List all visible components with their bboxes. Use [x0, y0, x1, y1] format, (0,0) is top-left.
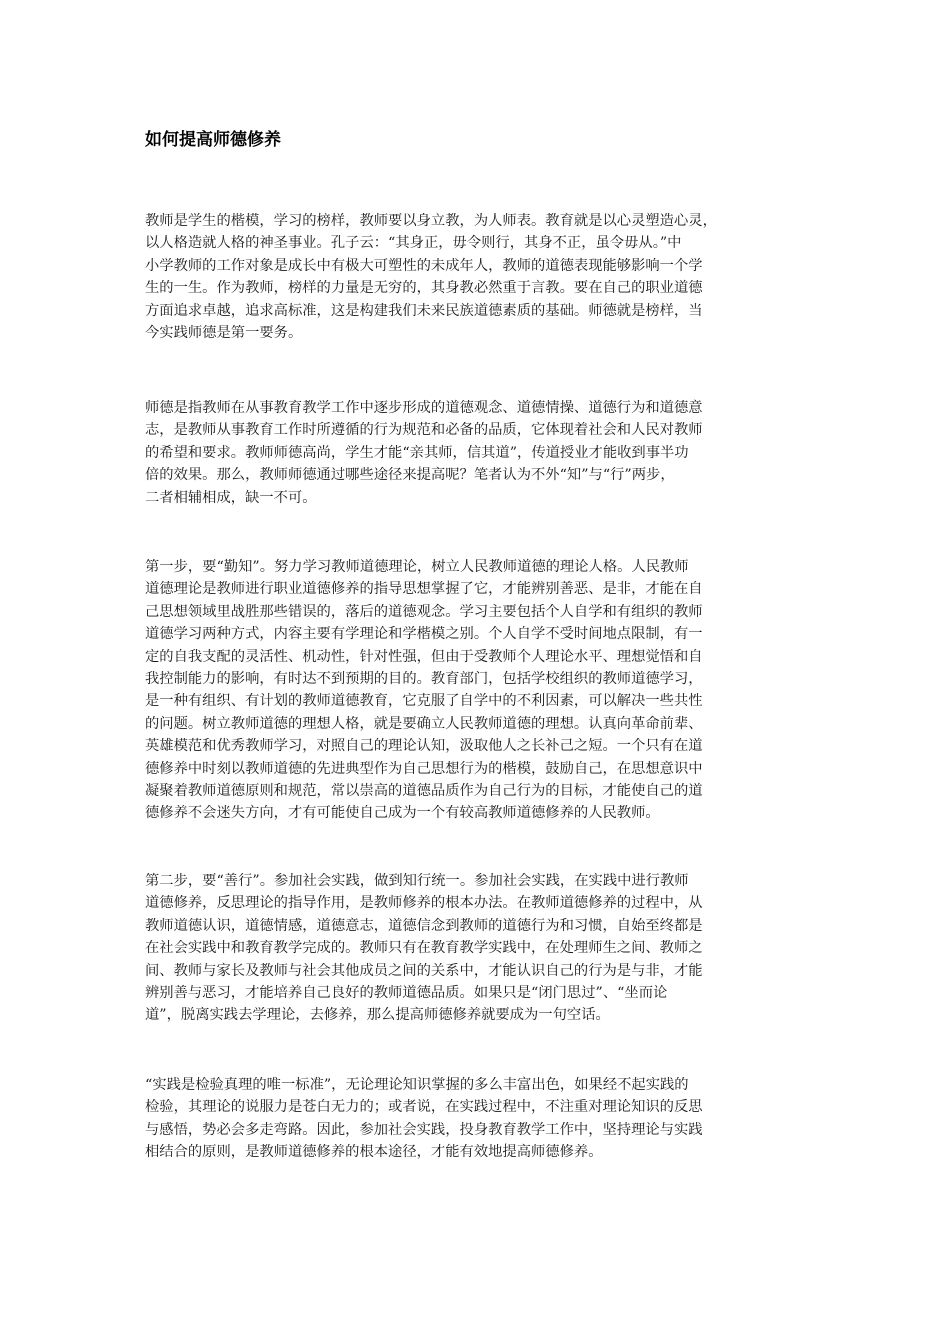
- text-line: 道”，脱离实践去学理论，去修养，那么提高师德修养就要成为一句空话。: [145, 1007, 610, 1024]
- text-line: 倍的效果。那么，教师师德通过哪些途径来提高呢？笔者认为不外“知”与“行”两步，: [145, 467, 675, 484]
- paragraph-3: [145, 556, 807, 825]
- text-line: 间、教师与家长及教师与社会其他成员之间的关系中，才能认识自己的行为是与非，才能: [145, 962, 703, 979]
- text-line: 在社会实践中和教育教学完成的。教师只有在教育教学实践中，在处理师生之间、教师之: [145, 940, 703, 957]
- text-line: 检验，其理论的说服力是苍白无力的；或者说，在实践过程中，不注重对理论知识的反思: [145, 1099, 703, 1116]
- text-line: 定的自我支配的灵活性、机动性，针对性强，但由于受教师个人理论水平、理想觉悟和自: [145, 648, 703, 665]
- text-line: 道德理论是教师进行职业道德修养的指导思想掌握了它，才能辨别善恶、是非，才能在自: [145, 581, 703, 598]
- text-line: 二者相辅相成，缺一不可。: [145, 489, 317, 506]
- paragraph-1: [145, 210, 807, 344]
- text-line: 小学教师的工作对象是成长中有极大可塑性的未成年人，教师的道德表现能够影响一个学: [145, 257, 703, 274]
- text-line: 己思想领域里战胜那些错误的，落后的道德观念。学习主要包括个人自学和有组织的教师: [145, 603, 703, 620]
- text-line: 英雄模范和优秀教师学习，对照自己的理论认知，汲取他人之长补己之短。一个只有在道: [145, 738, 703, 755]
- paragraph-5: [145, 1074, 807, 1164]
- text-line: 教师道德认识，道德情感，道德意志，道德信念到教师的道德行为和习惯，自始至终都是: [145, 917, 703, 934]
- paragraph-2: [145, 397, 807, 509]
- text-line: 第一步，要“勤知”。努力学习教师道德理论，树立人民教师道德的理论人格。人民教师: [145, 559, 689, 575]
- text-line: 今实践师德是第一要务。: [145, 325, 303, 342]
- text-line: 生的一生。作为教师，榜样的力量是无穷的，其身教必然重于言教。要在自己的职业道德: [145, 280, 703, 297]
- text-line: 道德修养，反思理论的指导作用，是教师修养的根本办法。在教师道德修养的过程中，从: [145, 895, 703, 912]
- text-line: 德修养不会迷失方向，才有可能使自己成为一个有较高教师道德修养的人民教师。: [145, 805, 660, 822]
- text-line: 教师是学生的楷模，学习的榜样，教师要以身立教，为人师表。教育就是以心灵塑造心灵，: [145, 213, 717, 229]
- text-line: 第二步，要“善行”。参加社会实践，做到知行统一。参加社会实践，在实践中进行教师: [145, 873, 689, 889]
- text-line: 与感悟，势必会多走弯路。因此，参加社会实践，投身教育教学工作中，坚持理论与实践: [145, 1121, 703, 1138]
- text-line: 的问题。树立教师道德的理想人格，就是要确立人民教师道德的理想。认真向革命前辈、: [145, 715, 703, 732]
- text-line: 的希望和要求。教师师德高尚，学生才能“亲其师，信其道”，传道授业才能收到事半功: [145, 444, 689, 461]
- text-line: 德修养中时刻以教师道德的先进典型作为自己思想行为的楷模，鼓励自己，在思想意识中: [145, 760, 703, 777]
- text-line: 志，是教师从事教育工作时所遵循的行为规范和必备的品质，它体现着社会和人民对教师: [145, 422, 703, 439]
- text-line: 凝聚着教师道德原则和规范，常以崇高的道德品质作为自己行为的目标，才能使自己的道: [145, 783, 703, 800]
- text-line: 辨别善与恶习，才能培养自己良好的教师道德品质。如果只是“闭门思过”、“坐而论: [145, 985, 668, 1002]
- text-line: 是一种有组织、有计划的教师道德教育，它克服了自学中的不利因素，可以解决一些共性: [145, 693, 703, 710]
- text-line: 相结合的原则，是教师道德修养的根本途径，才能有效地提高师德修养。: [145, 1144, 603, 1161]
- paragraph-4: [145, 870, 807, 1027]
- document-title: 如何提高师德修养: [145, 130, 281, 150]
- text-line: 道德学习两种方式，内容主要有学理论和学楷模之别。个人自学不受时间地点限制，有一: [145, 626, 703, 643]
- text-line: 方面追求卓越，追求高标准，这是构建我们未来民族道德素质的基础。师德就是榜样，当: [145, 302, 703, 319]
- text-line: 师德是指教师在从事教育教学工作中逐步形成的道德观念、道德情操、道德行为和道德意: [145, 400, 703, 416]
- text-line: 以人格造就人格的神圣事业。孔子云：“其身正，毋令则行，其身不正，虽令毋从。”中: [145, 235, 682, 252]
- text-line: 我控制能力的影响，有时达不到预期的目的。教育部门，包括学校组织的教师道德学习，: [145, 671, 703, 688]
- text-line: “实践是检验真理的唯一标准”，无论理论知识掌握的多么丰富出色，如果经不起实践的: [145, 1077, 689, 1093]
